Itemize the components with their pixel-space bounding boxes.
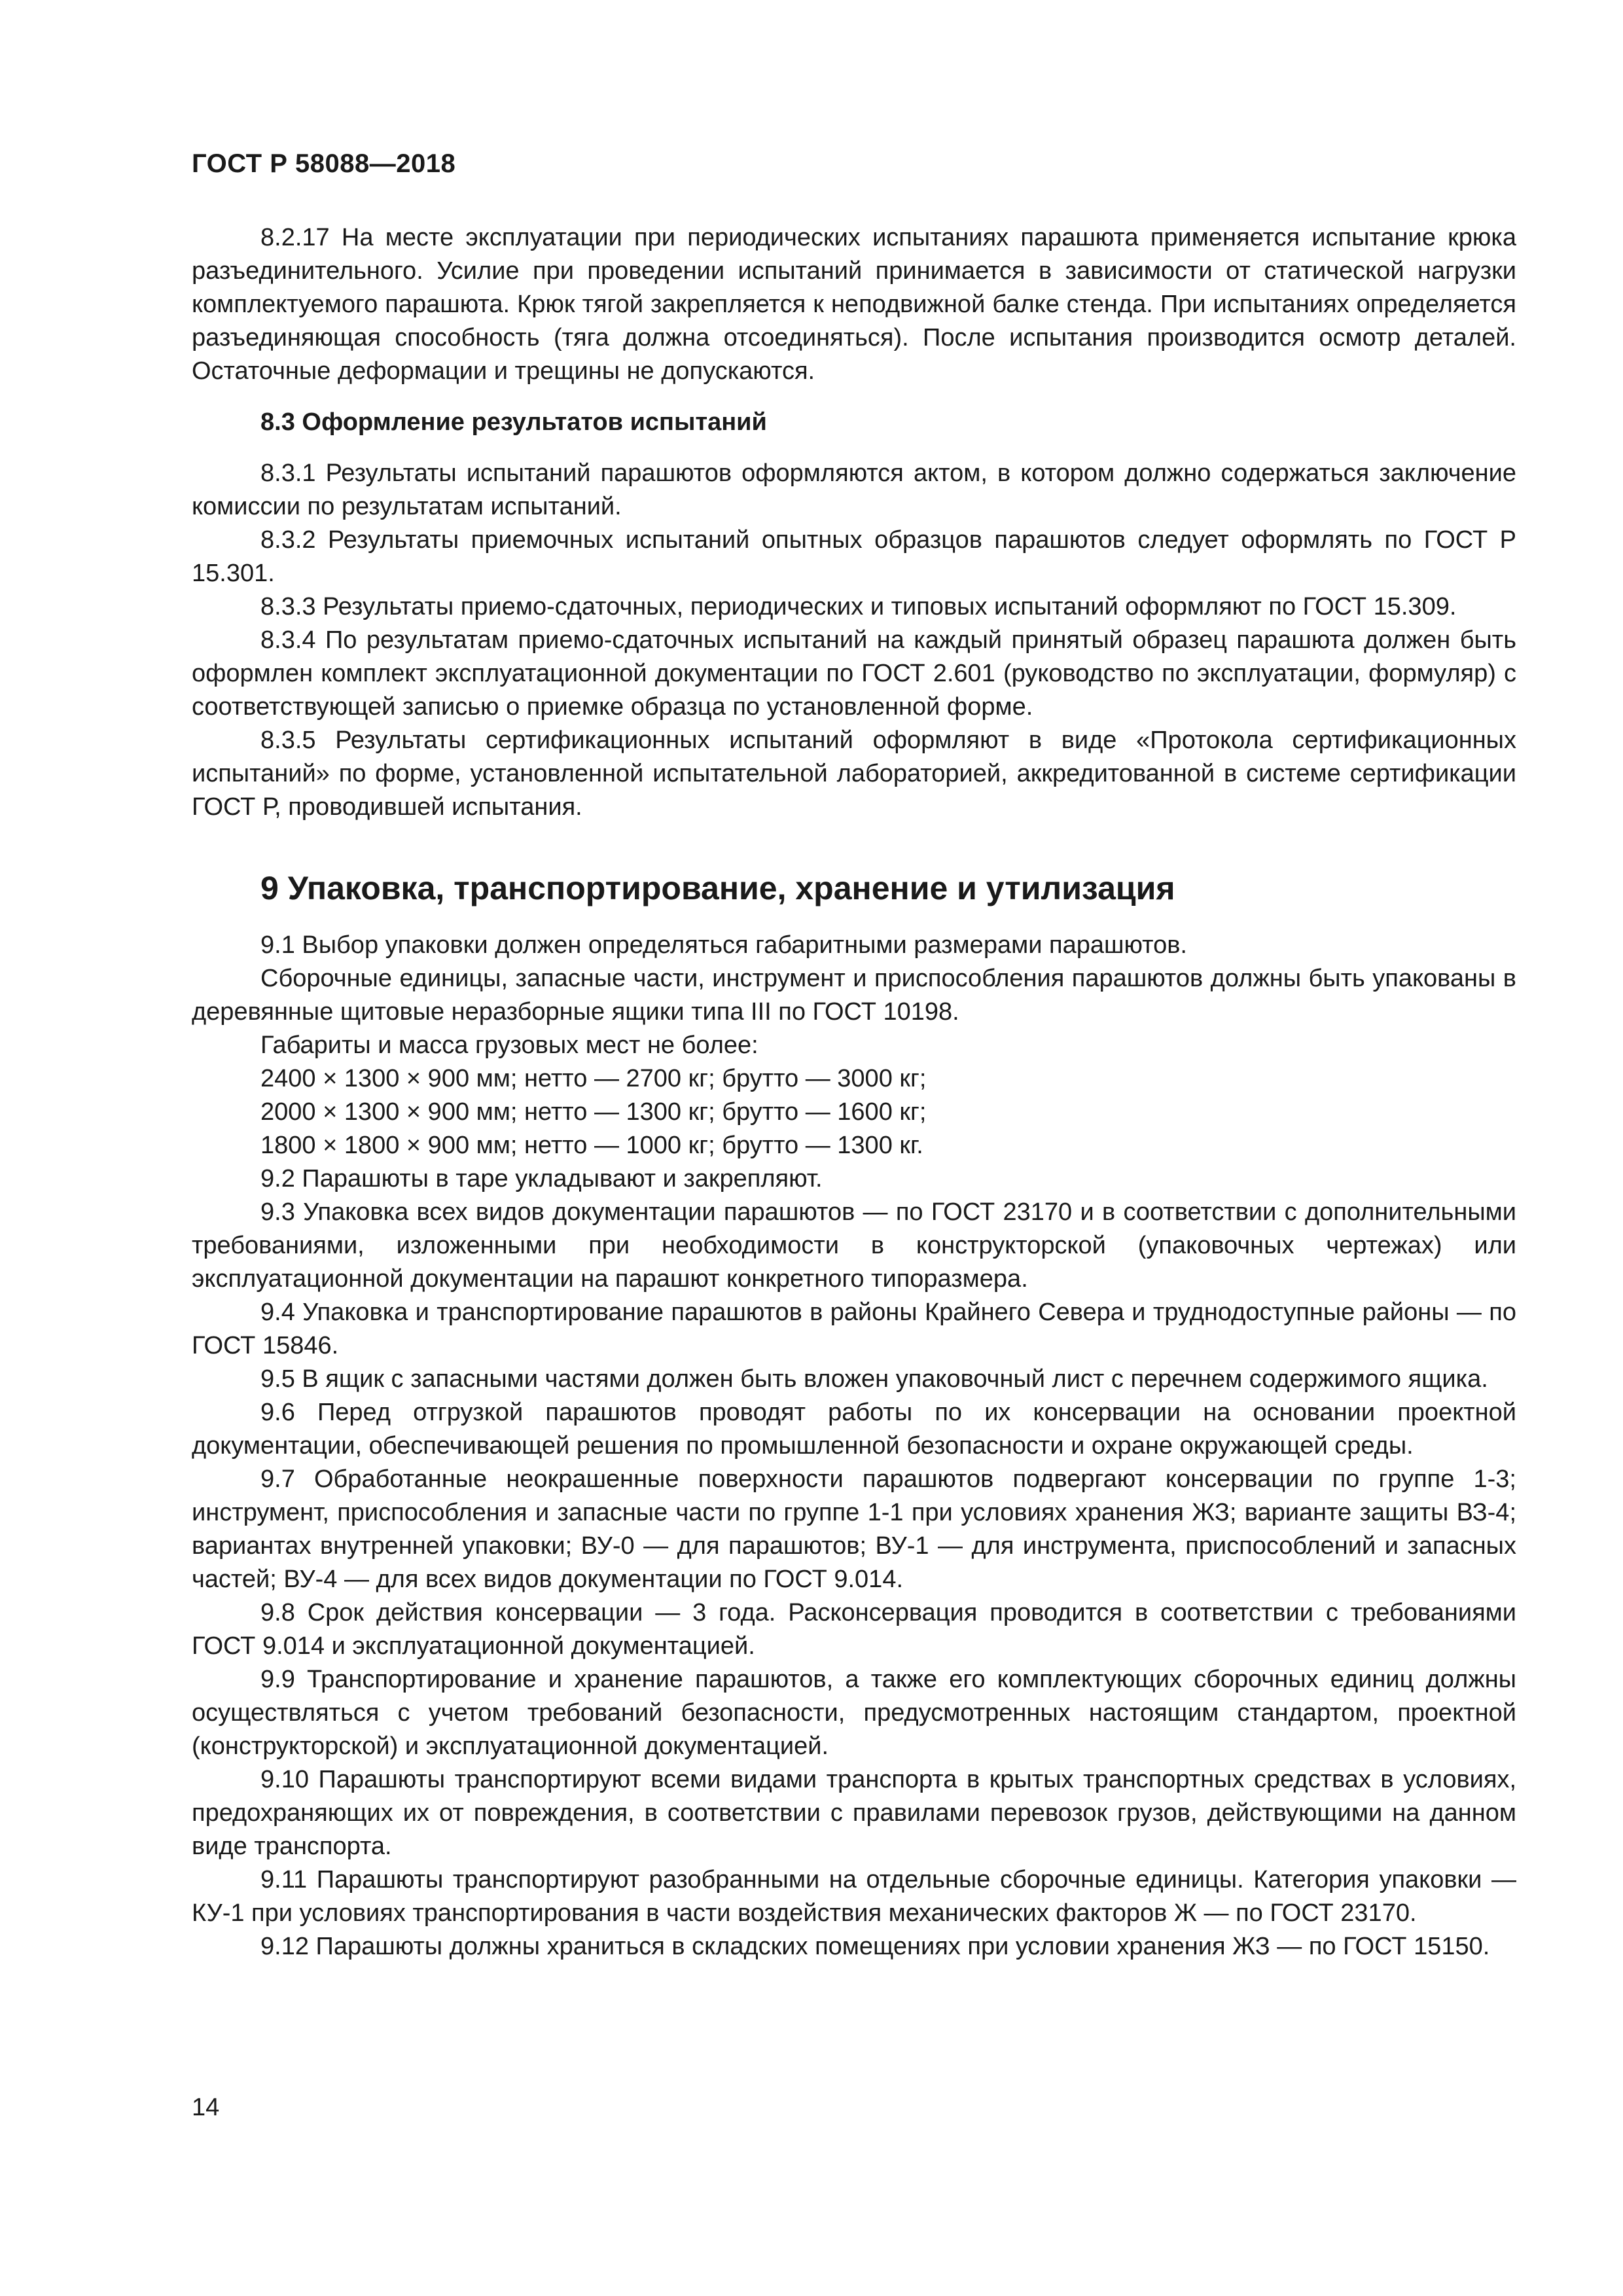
subsection-heading-8-3: 8.3 Оформление результатов испытаний	[260, 408, 767, 436]
paragraph-9-9: 9.9 Транспортирование и хранение парашютов, а также его комплектующих сборочных единиц должны осуществляться с учетом требований безопасности, предусмотренных настоящим стандартом, проектной (конструкторской) и эксплуатационной документацией.	[192, 1666, 1516, 1760]
paragraph-9-1-dimension-2: 2000 × 1300 × 900 мм; нетто — 1300 кг; брутто — 1600 кг;	[260, 1098, 927, 1126]
document-header: ГОСТ Р 58088—2018	[192, 149, 456, 178]
paragraph-9-5: 9.5 В ящик с запасными частями должен быть вложен упаковочный лист с перечнем содержимого ящика.	[260, 1365, 1488, 1393]
paragraph-8-3-1: 8.3.1 Результаты испытаний парашютов оформляются актом, в котором должно содержаться заключение комиссии по результатам испытаний.	[192, 459, 1516, 520]
paragraph-9-12: 9.12 Парашюты должны храниться в складских помещениях при условии хранения ЖЗ — по ГОСТ 15150.	[260, 1933, 1490, 1960]
paragraph-9-4: 9.4 Упаковка и транспортирование парашютов в районы Крайнего Севера и труднодоступные районы — по ГОСТ 15846.	[192, 1299, 1516, 1359]
paragraph-9-3: 9.3 Упаковка всех видов документации парашютов — по ГОСТ 23170 и в соответствии с дополнительными требованиями, изложенными при необходимости в конструкторской (упаковочных чертежах) или эксплуатационной документации на парашют конкретного типоразмера.	[192, 1198, 1516, 1293]
paragraph-9-1-dimension-3: 1800 × 1800 × 900 мм; нетто — 1000 кг; брутто — 1300 кг.	[260, 1132, 923, 1159]
paragraph-8-3-2: 8.3.2 Результаты приемочных испытаний опытных образцов парашютов следует оформлять по ГОСТ Р 15.301.	[192, 526, 1516, 587]
paragraph-9-1-dimensions-intro: Габариты и масса грузовых мест не более:	[260, 1031, 758, 1059]
paragraph-9-10: 9.10 Парашюты транспортируют всеми видами транспорта в крытых транспортных средствах в условиях, предохраняющих их от повреждения, в соответствии с правилами перевозок грузов, действующими на данном виде транспорта.	[192, 1766, 1516, 1860]
paragraph-9-2: 9.2 Парашюты в таре укладывают и закрепляют.	[260, 1165, 823, 1193]
paragraph-9-1-packaging: Сборочные единицы, запасные части, инструмент и приспособления парашютов должны быть упакованы в деревянные щитовые неразборные ящики типа III по ГОСТ 10198.	[192, 965, 1516, 1026]
paragraph-9-8: 9.8 Срок действия консервации — 3 года. Расконсервация проводится в соответствии с требованиями ГОСТ 9.014 и эксплуатационной документацией.	[192, 1599, 1516, 1660]
paragraph-9-1: 9.1 Выбор упаковки должен определяться габаритными размерами парашютов.	[260, 931, 1187, 959]
paragraph-8-3-5: 8.3.5 Результаты сертификационных испытаний оформляют в виде «Протокола сертификационных испытаний» по форме, установленной испытательной лабораторией, аккредитованной в системе сертификации ГОСТ Р, проводившей испытания.	[192, 726, 1516, 821]
paragraph-8-3-3: 8.3.3 Результаты приемо-сдаточных, периодических и типовых испытаний оформляют по ГОСТ 15.309.	[260, 593, 1457, 620]
document-body	[192, 221, 1516, 1964]
paragraph-8-2-17: 8.2.17 На месте эксплуатации при периодических испытаниях парашюта применяется испытание крюка разъединительного. Усилие при проведении испытаний принимается в зависимости от статической нагрузки комплектуемого парашюта. Крюк тягой закрепляется к неподвижной балке стенда. При испытаниях определяется разъединяющая способность (тяга должна отсоединяться). После испытания производится осмотр деталей. Остаточные деформации и трещины не допускаются.	[192, 224, 1516, 385]
paragraph-9-6: 9.6 Перед отгрузкой парашютов проводят работы по их консервации на основании проектной документации, обеспечивающей решения по промышленной безопасности и охране окружающей среды.	[192, 1399, 1516, 1460]
paragraph-8-3-4: 8.3.4 По результатам приемо-сдаточных испытаний на каждый принятый образец парашюта должен быть оформлен комплект эксплуатационной документации по ГОСТ 2.601 (руководство по эксплуатации, формуляр) с соответствующей записью о приемке образца по установленной форме.	[192, 626, 1516, 721]
paragraph-9-7: 9.7 Обработанные неокрашенные поверхности парашютов подвергают консервации по группе 1-3; инструмент, приспособления и запасные части по группе 1-1 при условиях хранения ЖЗ; варианте защиты ВЗ-4; вариантах внутренней упаковки; ВУ-0 — для парашютов; ВУ-1 — для инструмента, приспособлений и запасных частей; ВУ-4 — для всех видов документации по ГОСТ 9.014.	[192, 1465, 1516, 1593]
paragraph-9-11: 9.11 Парашюты транспортируют разобранными на отдельные сборочные единицы. Категория упаковки — КУ-1 при условиях транспортирования в части воздействия механических факторов Ж — по ГОСТ 23170.	[192, 1866, 1516, 1927]
paragraph-9-1-dimension-1: 2400 × 1300 × 900 мм; нетто — 2700 кг; брутто — 3000 кг;	[260, 1065, 927, 1092]
page-number: 14	[192, 2094, 220, 2121]
section-heading-9: 9 Упаковка, транспортирование, хранение и утилизация	[260, 870, 1175, 906]
